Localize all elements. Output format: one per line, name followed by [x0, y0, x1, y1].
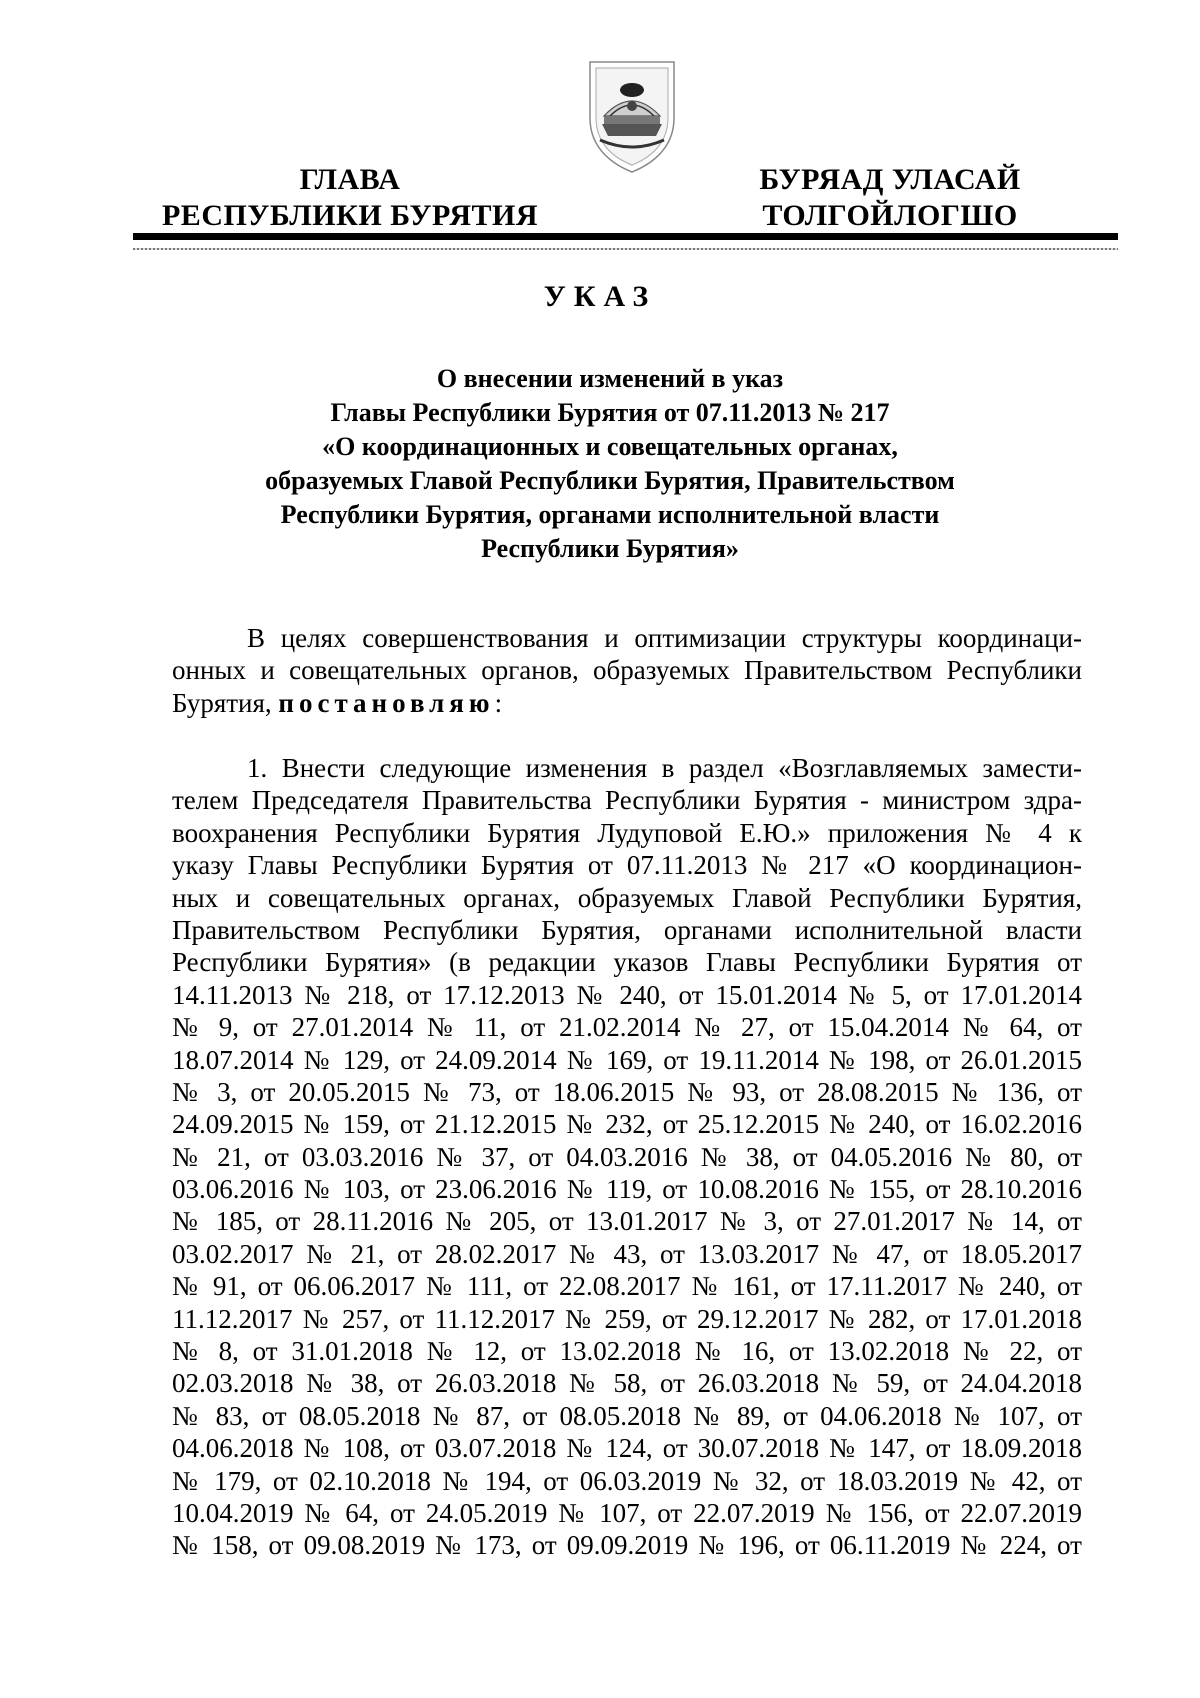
paragraph-1-line: № 158, от 09.08.2019 № 173, от 09.09.2019 № 196, от 06.11.2019 № 224, от: [172, 1530, 1082, 1561]
preamble-line: онных и совещательных органов, образуемых Правительством Республики: [172, 655, 1082, 686]
paragraph-1-line: 18.07.2014 № 129, от 24.09.2014 № 169, от 19.11.2014 № 198, от 26.01.2015: [172, 1044, 1082, 1075]
title-line: О внесении изменений в указ: [436, 364, 784, 393]
paragraph-1-line: № 185, от 28.11.2016 № 205, от 13.01.2017 № 3, от 27.01.2017 № 14, от: [172, 1206, 1082, 1237]
paragraph-1-line: указу Главы Республики Бурятия от 07.11.2013 № 217 «О координацион-: [172, 850, 1082, 881]
paragraph-1-line: 03.06.2016 № 103, от 23.06.2016 № 119, от 10.08.2016 № 155, от 28.10.2016: [172, 1174, 1082, 1205]
paragraph-1-line: 24.09.2015 № 159, от 21.12.2015 № 232, от 25.12.2015 № 240, от 16.02.2016: [172, 1109, 1082, 1140]
paragraph-1-line: № 8, от 31.01.2018 № 12, от 13.02.2018 № 16, от 13.02.2018 № 22, от: [172, 1336, 1082, 1367]
preamble-last-prefix: Бурятия,: [172, 687, 279, 718]
title-line: образуемых Главой Республики Бурятия, Правительством: [265, 466, 955, 495]
paragraph-1-line: № 83, от 08.05.2018 № 87, от 08.05.2018 № 89, от 04.06.2018 № 107, от: [172, 1400, 1082, 1431]
paragraph-1: [172, 752, 1082, 1562]
issuer-title-buryat: [700, 162, 1080, 234]
title-line: Республики Бурятия»: [481, 534, 739, 563]
document-type-heading: УКАЗ: [543, 280, 657, 313]
title-line: Главы Республики Бурятия от 07.11.2013 № 217: [330, 398, 890, 427]
issuer-line-2: РЕСПУБЛИКИ БУРЯТИЯ: [161, 199, 539, 232]
paragraph-1-line: телем Председателя Правительства Республики Бурятия - министром здра-: [172, 785, 1082, 816]
paragraph-1-line: № 3, от 20.05.2015 № 73, от 18.06.2015 № 93, от 28.08.2015 № 136, от: [172, 1076, 1082, 1107]
paragraph-1-line: 10.04.2019 № 64, от 24.05.2019 № 107, от 22.07.2019 № 156, от 22.07.2019: [172, 1497, 1082, 1528]
preamble-last-line: [172, 687, 1082, 719]
decree-keyword: постановляю: [278, 687, 495, 718]
paragraph-1-line: 03.02.2017 № 21, от 28.02.2017 № 43, от 13.03.2017 № 47, от 18.05.2017: [172, 1238, 1082, 1269]
paragraph-1-line: Республики Бурятия» (в редакции указов Главы Республики Бурятия от: [172, 947, 1082, 978]
paragraph-1-line: 02.03.2018 № 38, от 26.03.2018 № 58, от 26.03.2018 № 59, от 24.04.2018: [172, 1368, 1082, 1399]
paragraph-1-line: № 179, от 02.10.2018 № 194, от 06.03.2019 № 32, от 18.03.2019 № 42, от: [172, 1465, 1082, 1496]
document-title: [200, 362, 1020, 566]
paragraph-1-line: 11.12.2017 № 257, от 11.12.2017 № 259, от 29.12.2017 № 282, от 17.01.2018: [172, 1303, 1082, 1334]
issuer-buryat-line-1: БУРЯАД УЛАСАЙ: [759, 163, 1021, 196]
paragraph-1-line: № 21, от 03.03.2016 № 37, от 04.03.2016 № 38, от 04.05.2016 № 80, от: [172, 1141, 1082, 1172]
paragraph-1-line: 1. Внести следующие изменения в раздел «Возглавляемых замести-: [247, 753, 1082, 783]
paragraph-1-line: № 91, от 06.06.2017 № 111, от 22.08.2017 № 161, от 17.11.2017 № 240, от: [172, 1271, 1082, 1302]
paragraph-1-line: ных и совещательных органах, образуемых Главой Республики Бурятия,: [172, 882, 1082, 913]
paragraph-1-line: 04.06.2018 № 108, от 03.07.2018 № 124, от 30.07.2018 № 147, от 18.09.2018: [172, 1433, 1082, 1464]
preamble-paragraph: [172, 622, 1082, 719]
title-line: «О координационных и совещательных органах,: [322, 432, 898, 461]
issuer-title-russian: [150, 162, 550, 234]
issuer-line-1: ГЛАВА: [299, 163, 401, 196]
paragraph-1-line: № 9, от 27.01.2014 № 11, от 21.02.2014 № 27, от 15.04.2014 № 64, от: [172, 1012, 1082, 1043]
title-line: Республики Бурятия, органами исполнительной власти: [280, 500, 940, 529]
header-divider-thin: [133, 248, 1118, 250]
preamble-last-suffix: :: [494, 687, 503, 718]
coat-of-arms-emblem-icon: [582, 56, 682, 176]
paragraph-1-line: Правительством Республики Бурятия, органами исполнительной власти: [172, 914, 1082, 945]
paragraph-1-line: 14.11.2013 № 218, от 17.12.2013 № 240, от 15.01.2014 № 5, от 17.01.2014: [172, 979, 1082, 1010]
header-divider-thick: [133, 233, 1118, 240]
paragraph-1-line: воохранения Республики Бурятия Лудуповой Е.Ю.» приложения № 4 к: [172, 817, 1082, 848]
issuer-buryat-line-2: ТОЛГОЙЛОГШО: [762, 199, 1018, 232]
preamble-line: В целях совершенствования и оптимизации структуры координаци-: [247, 623, 1082, 653]
